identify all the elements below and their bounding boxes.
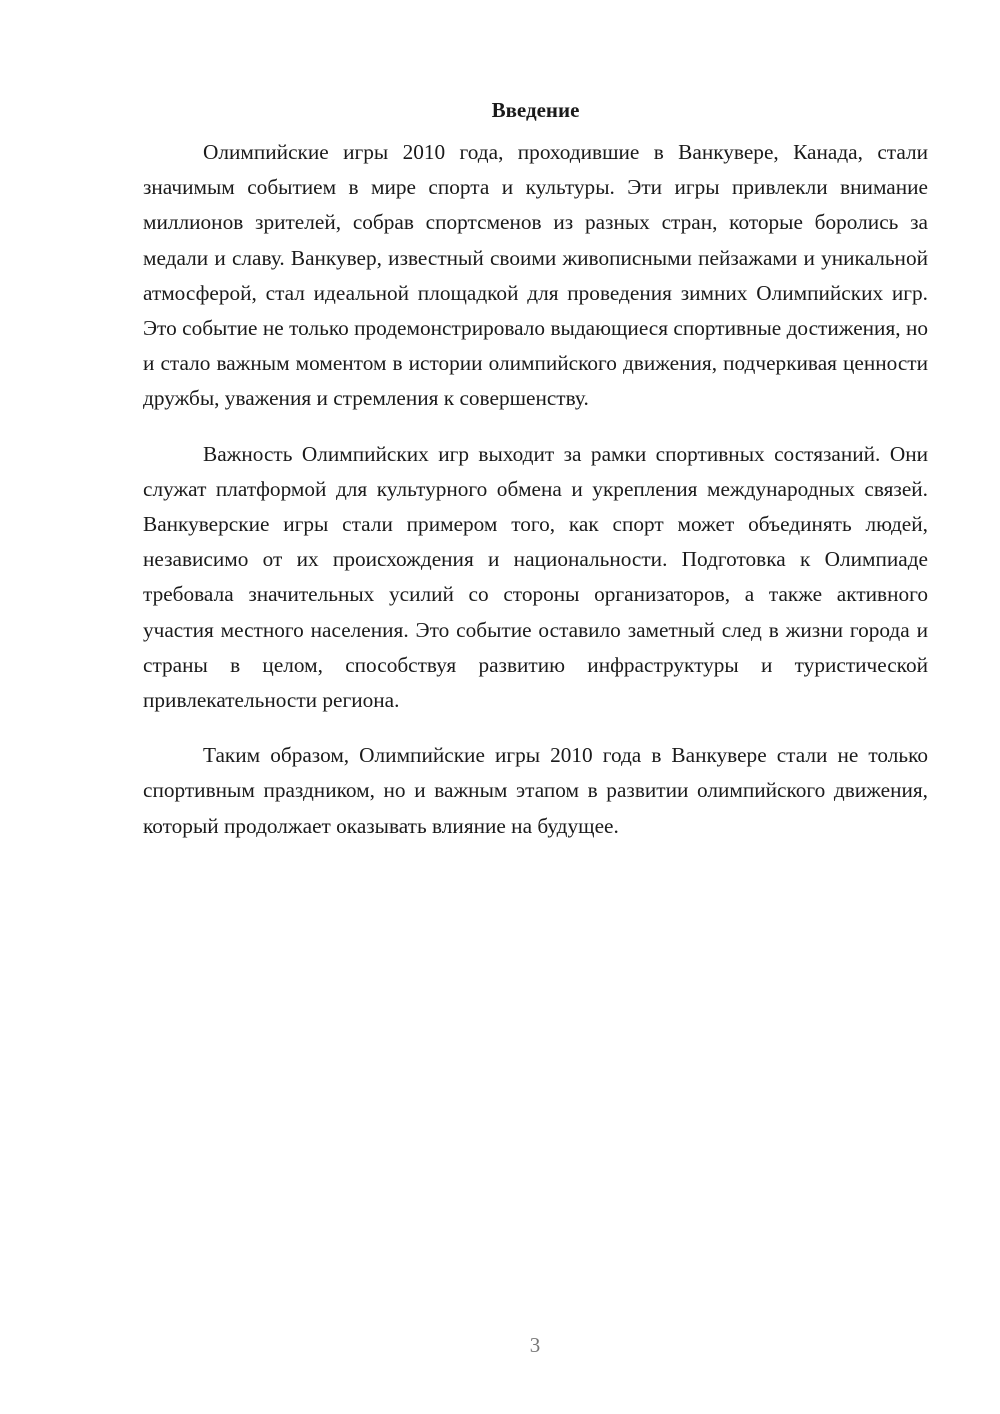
section-heading: Введение: [491, 98, 580, 122]
page-content: [143, 95, 928, 864]
paragraph-1: Олимпийские игры 2010 года, проходившие в Ванкувере, Канада, стали значимым событием в мире спорта и культуры. Эти игры привлекли внимание миллионов зрителей, собрав спортсменов из разных стран, которые боролись за медали и славу. Ванкувер, известный своими живописными пейзажами и уникальной атмосферой, стал идеальной площадкой для проведения зимних Олимпийских игр. Это событие не только продемонстрировало выдающиеся спортивные достижения, но и стало важным моментом в истории олимпийского движения, подчеркивая ценности дружбы, уважения и стремления к совершенству.: [143, 140, 928, 411]
paragraph-3: Таким образом, Олимпийские игры 2010 года в Ванкувере стали не только спортивным праздником, но и важным этапом в развитии олимпийского движения, который продолжает оказывать влияние на будущее.: [143, 743, 928, 838]
paragraph-2: Важность Олимпийских игр выходит за рамки спортивных состязаний. Они служат платформой для культурного обмена и укрепления международных связей. Ванкуверские игры стали примером того, как спорт может объединять людей, независимо от их происхождения и национальности. Подготовка к Олимпиаде требовала значительных усилий со стороны организаторов, а также активного участия местного населения. Это событие оставило заметный след в жизни города и страны в целом, способствуя развитию инфраструктуры и туристической привлекательности региона.: [143, 441, 928, 713]
page-number: 3: [529, 1333, 541, 1357]
